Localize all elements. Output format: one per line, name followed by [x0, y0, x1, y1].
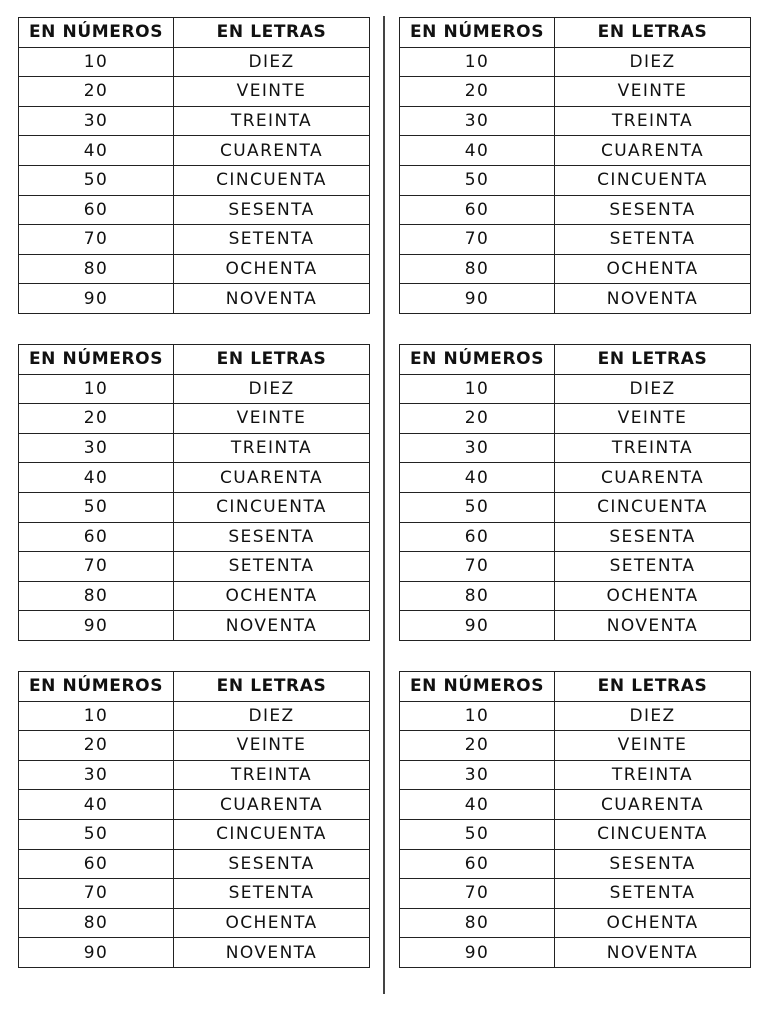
table-row [19, 522, 370, 552]
word-cell: CINCUENTA [555, 819, 751, 849]
table-row [400, 731, 751, 761]
word-cell: OCHENTA [555, 254, 751, 284]
number-cell: 60 [400, 522, 555, 552]
word-cell: DIEZ [174, 701, 370, 731]
word-cell: CUARENTA [555, 136, 751, 166]
number-cell: 40 [400, 790, 555, 820]
number-cell: 40 [19, 136, 174, 166]
header-letters: EN LETRAS [555, 345, 751, 375]
number-cell: 80 [400, 908, 555, 938]
word-cell: SETENTA [555, 879, 751, 909]
table-row [19, 106, 370, 136]
number-cell: 80 [19, 581, 174, 611]
word-cell: TREINTA [555, 760, 751, 790]
number-cell: 40 [400, 463, 555, 493]
word-cell: DIEZ [174, 374, 370, 404]
table-row [400, 47, 751, 77]
table-row [19, 374, 370, 404]
table-row [400, 225, 751, 255]
number-table-middle-right [399, 344, 751, 641]
word-cell: SETENTA [555, 225, 751, 255]
table-row [400, 433, 751, 463]
header-numbers: EN NÚMEROS [19, 345, 174, 375]
header-row [19, 345, 370, 375]
word-cell: DIEZ [555, 374, 751, 404]
number-cell: 40 [400, 136, 555, 166]
number-cell: 10 [400, 47, 555, 77]
table-row [400, 760, 751, 790]
table-row [400, 492, 751, 522]
word-cell: SESENTA [555, 522, 751, 552]
number-table-bottom-right [399, 671, 751, 968]
word-cell: SETENTA [174, 879, 370, 909]
word-cell: TREINTA [174, 433, 370, 463]
number-cell: 50 [400, 492, 555, 522]
table-row [19, 492, 370, 522]
number-cell: 20 [400, 404, 555, 434]
table-row [19, 790, 370, 820]
word-cell: TREINTA [555, 433, 751, 463]
number-cell: 60 [400, 849, 555, 879]
header-numbers: EN NÚMEROS [400, 18, 555, 48]
number-table-middle-left [18, 344, 370, 641]
number-table-bottom-left [18, 671, 370, 968]
word-cell: VEINTE [555, 731, 751, 761]
table-row [400, 938, 751, 968]
number-cell: 80 [400, 581, 555, 611]
word-cell: VEINTE [174, 77, 370, 107]
word-cell: CINCUENTA [555, 165, 751, 195]
number-cell: 60 [19, 849, 174, 879]
table-row [19, 938, 370, 968]
word-cell: CUARENTA [174, 136, 370, 166]
number-cell: 50 [400, 165, 555, 195]
number-cell: 10 [19, 701, 174, 731]
number-cell: 70 [400, 552, 555, 582]
table-row [400, 849, 751, 879]
header-letters: EN LETRAS [555, 18, 751, 48]
number-cell: 40 [19, 463, 174, 493]
number-table-top-right [399, 17, 751, 314]
table-row [400, 790, 751, 820]
word-cell: VEINTE [555, 404, 751, 434]
number-cell: 30 [19, 433, 174, 463]
table-row [400, 136, 751, 166]
header-row [400, 18, 751, 48]
number-table-top-left [18, 17, 370, 314]
table-row [19, 731, 370, 761]
number-cell: 50 [19, 819, 174, 849]
number-cell: 30 [400, 760, 555, 790]
word-cell: VEINTE [174, 731, 370, 761]
number-cell: 50 [19, 165, 174, 195]
number-cell: 10 [19, 374, 174, 404]
table-row [400, 463, 751, 493]
number-cell: 60 [19, 195, 174, 225]
table-row [19, 433, 370, 463]
header-numbers: EN NÚMEROS [400, 672, 555, 702]
word-cell: NOVENTA [174, 938, 370, 968]
word-cell: SETENTA [174, 225, 370, 255]
number-cell: 90 [19, 611, 174, 641]
table-row [19, 552, 370, 582]
word-cell: NOVENTA [555, 284, 751, 314]
word-cell: NOVENTA [174, 284, 370, 314]
number-cell: 10 [400, 701, 555, 731]
word-cell: SESENTA [555, 849, 751, 879]
number-cell: 50 [400, 819, 555, 849]
number-cell: 70 [400, 879, 555, 909]
word-cell: CINCUENTA [555, 492, 751, 522]
table-row [19, 77, 370, 107]
table-row [19, 254, 370, 284]
number-cell: 60 [400, 195, 555, 225]
number-cell: 20 [400, 77, 555, 107]
table-row [19, 701, 370, 731]
table-row [19, 165, 370, 195]
table-row [400, 581, 751, 611]
table-row [400, 374, 751, 404]
word-cell: DIEZ [174, 47, 370, 77]
header-row [400, 672, 751, 702]
table-row [19, 136, 370, 166]
header-row [19, 672, 370, 702]
number-cell: 30 [19, 760, 174, 790]
table-row [400, 77, 751, 107]
word-cell: OCHENTA [555, 581, 751, 611]
number-cell: 40 [19, 790, 174, 820]
word-cell: SESENTA [555, 195, 751, 225]
table-row [400, 701, 751, 731]
word-cell: OCHENTA [174, 254, 370, 284]
number-cell: 30 [400, 106, 555, 136]
header-numbers: EN NÚMEROS [19, 672, 174, 702]
word-cell: OCHENTA [174, 908, 370, 938]
number-cell: 80 [19, 908, 174, 938]
number-cell: 80 [400, 254, 555, 284]
table-row [19, 849, 370, 879]
number-cell: 90 [19, 284, 174, 314]
table-row [19, 463, 370, 493]
header-letters: EN LETRAS [174, 672, 370, 702]
table-row [400, 195, 751, 225]
word-cell: SETENTA [174, 552, 370, 582]
table-row [400, 611, 751, 641]
word-cell: TREINTA [555, 106, 751, 136]
number-cell: 20 [19, 404, 174, 434]
header-letters: EN LETRAS [555, 672, 751, 702]
table-row [400, 165, 751, 195]
word-cell: SESENTA [174, 849, 370, 879]
number-cell: 50 [19, 492, 174, 522]
header-numbers: EN NÚMEROS [400, 345, 555, 375]
number-cell: 20 [19, 731, 174, 761]
vertical-divider [383, 16, 385, 994]
word-cell: OCHENTA [555, 908, 751, 938]
header-row [400, 345, 751, 375]
table-row [19, 819, 370, 849]
number-cell: 70 [400, 225, 555, 255]
table-row [19, 225, 370, 255]
header-numbers: EN NÚMEROS [19, 18, 174, 48]
number-cell: 90 [19, 938, 174, 968]
word-cell: CUARENTA [174, 463, 370, 493]
table-row [400, 552, 751, 582]
word-cell: VEINTE [555, 77, 751, 107]
number-cell: 10 [400, 374, 555, 404]
number-cell: 10 [19, 47, 174, 77]
word-cell: NOVENTA [555, 938, 751, 968]
number-cell: 70 [19, 552, 174, 582]
number-cell: 80 [19, 254, 174, 284]
table-row [400, 819, 751, 849]
table-row [400, 879, 751, 909]
number-cell: 20 [400, 731, 555, 761]
table-row [19, 879, 370, 909]
table-row [400, 522, 751, 552]
word-cell: SESENTA [174, 195, 370, 225]
table-row [400, 254, 751, 284]
table-row [19, 760, 370, 790]
word-cell: NOVENTA [174, 611, 370, 641]
word-cell: CINCUENTA [174, 165, 370, 195]
number-cell: 30 [19, 106, 174, 136]
word-cell: SETENTA [555, 552, 751, 582]
table-row [400, 106, 751, 136]
word-cell: CINCUENTA [174, 819, 370, 849]
word-cell: CINCUENTA [174, 492, 370, 522]
number-cell: 30 [400, 433, 555, 463]
word-cell: CUARENTA [174, 790, 370, 820]
table-row [19, 404, 370, 434]
number-cell: 20 [19, 77, 174, 107]
number-cell: 70 [19, 879, 174, 909]
number-cell: 90 [400, 611, 555, 641]
number-cell: 90 [400, 938, 555, 968]
table-row [400, 284, 751, 314]
word-cell: CUARENTA [555, 790, 751, 820]
number-cell: 90 [400, 284, 555, 314]
header-row [19, 18, 370, 48]
word-cell: TREINTA [174, 760, 370, 790]
table-row [19, 284, 370, 314]
table-row [19, 195, 370, 225]
word-cell: OCHENTA [174, 581, 370, 611]
table-row [400, 908, 751, 938]
word-cell: VEINTE [174, 404, 370, 434]
table-row [19, 908, 370, 938]
table-row [400, 404, 751, 434]
table-row [19, 47, 370, 77]
table-row [19, 581, 370, 611]
header-letters: EN LETRAS [174, 345, 370, 375]
header-letters: EN LETRAS [174, 18, 370, 48]
table-row [19, 611, 370, 641]
word-cell: SESENTA [174, 522, 370, 552]
word-cell: NOVENTA [555, 611, 751, 641]
word-cell: TREINTA [174, 106, 370, 136]
word-cell: DIEZ [555, 701, 751, 731]
word-cell: CUARENTA [555, 463, 751, 493]
number-cell: 70 [19, 225, 174, 255]
word-cell: DIEZ [555, 47, 751, 77]
number-cell: 60 [19, 522, 174, 552]
